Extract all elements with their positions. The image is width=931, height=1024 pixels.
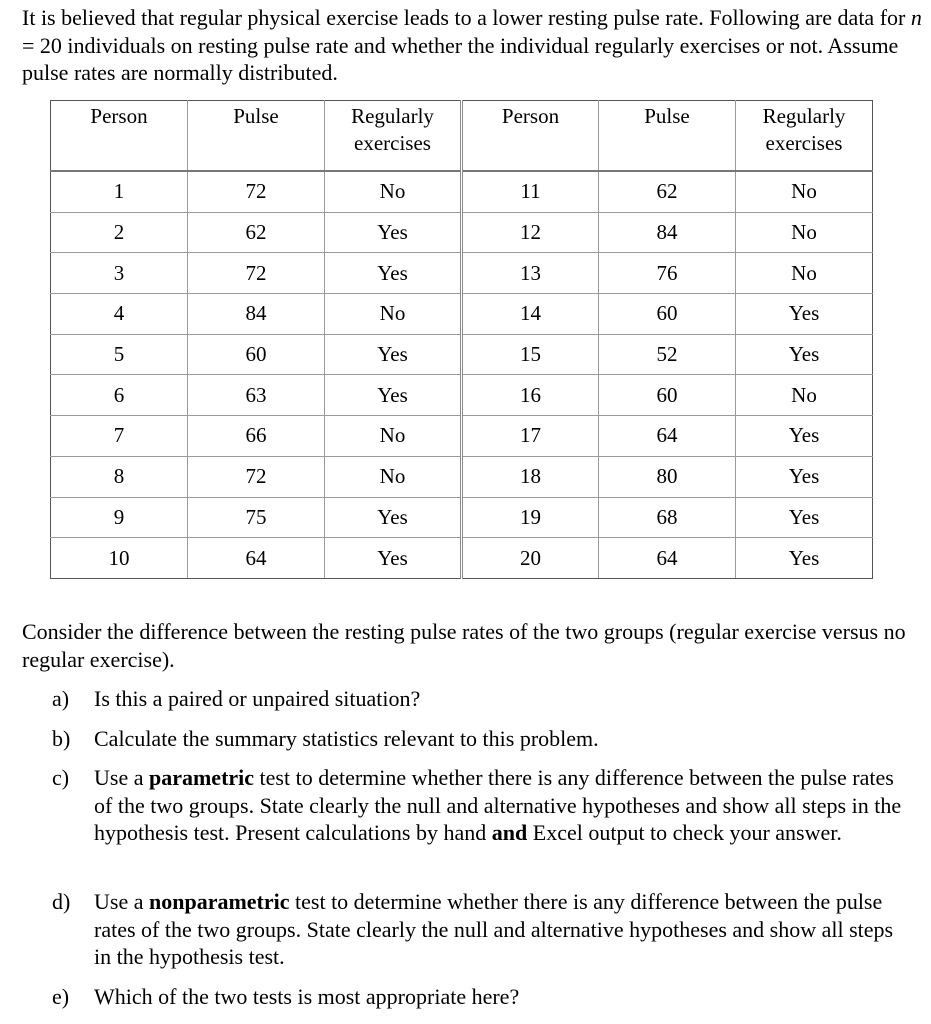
person-cell: 6 [51, 375, 188, 416]
person-cell: 19 [462, 497, 599, 538]
person-cell: 11 [462, 171, 599, 212]
question-c-text-1: Use a [94, 765, 149, 790]
person-cell: 8 [51, 456, 188, 497]
question-c-text-3: Excel output to check your answer. [527, 820, 842, 845]
question-a-label: a) [52, 686, 70, 711]
pulse-cell: 60 [188, 334, 325, 375]
pulse-cell: 72 [188, 456, 325, 497]
person-cell: 1 [51, 171, 188, 212]
person-cell: 7 [51, 416, 188, 457]
pulse-cell: 72 [188, 253, 325, 294]
exercise-cell: Yes [736, 416, 873, 457]
exercise-cell: Yes [736, 294, 873, 335]
table-header-row [51, 101, 873, 172]
table-row [51, 171, 873, 212]
pulse-cell: 64 [599, 416, 736, 457]
exercise-cell: Yes [325, 212, 462, 253]
exercise-cell: No [325, 416, 462, 457]
question-b-label: b) [52, 726, 71, 751]
intro-text-2: = 20 individuals on resting pulse rate and whether the individual regularly exercises or not. Assume pulse rates are normally distributed. [22, 32, 899, 85]
n-symbol: n [910, 5, 922, 30]
question-e-text: Which of the two tests is most appropriate here? [94, 984, 520, 1009]
header-person-1: Person [51, 101, 188, 172]
person-cell: 13 [462, 253, 599, 294]
pulse-cell: 66 [188, 416, 325, 457]
person-cell: 14 [462, 294, 599, 335]
pulse-cell: 62 [599, 171, 736, 212]
table-row [51, 538, 873, 579]
header-exercises: exercises [354, 131, 431, 155]
person-cell: 18 [462, 456, 599, 497]
person-cell: 10 [51, 538, 188, 579]
question-c-label: c) [52, 765, 70, 790]
person-cell: 20 [462, 538, 599, 579]
person-cell: 2 [51, 212, 188, 253]
question-b-text: Calculate the summary statistics relevant to this problem. [94, 726, 599, 751]
and-emphasis: and [491, 820, 528, 845]
person-cell: 3 [51, 253, 188, 294]
pulse-cell: 52 [599, 334, 736, 375]
question-b [52, 725, 912, 753]
header-person-2: Person [462, 101, 599, 172]
person-cell: 16 [462, 375, 599, 416]
person-cell: 4 [51, 294, 188, 335]
person-cell: 9 [51, 497, 188, 538]
pulse-cell: 64 [599, 538, 736, 579]
intro-text-1: It is believed that regular physical exercise leads to a lower resting pulse rate. Following are data for [22, 5, 911, 30]
header-exercises: exercises [765, 131, 843, 155]
exercise-cell: Yes [325, 334, 462, 375]
exercise-cell: No [736, 375, 873, 416]
question-a [52, 685, 912, 713]
person-cell: 17 [462, 416, 599, 457]
question-c [52, 764, 912, 847]
question-d-text [94, 888, 912, 971]
table-row [51, 456, 873, 497]
table-row [51, 253, 873, 294]
exercise-cell: Yes [736, 334, 873, 375]
question-a-text: Is this a paired or unpaired situation? [94, 686, 421, 711]
pulse-cell: 84 [188, 294, 325, 335]
question-d [52, 888, 912, 971]
exercise-cell: No [325, 171, 462, 212]
exercise-cell: Yes [325, 538, 462, 579]
question-d-label: d) [52, 889, 71, 914]
exercise-cell: Yes [325, 375, 462, 416]
pulse-cell: 80 [599, 456, 736, 497]
pulse-cell: 68 [599, 497, 736, 538]
parametric-emphasis: parametric [148, 765, 255, 790]
pulse-cell: 76 [599, 253, 736, 294]
question-e-label: e) [52, 984, 70, 1009]
exercise-cell: No [736, 212, 873, 253]
question-d-text-2: test to determine whether there is any difference between the pulse rates of the two groups. State clearly the null and alternative hypotheses and show all steps in the hypothesis test. [94, 889, 894, 969]
exercise-cell: No [325, 294, 462, 335]
exercise-cell: No [736, 171, 873, 212]
table-row [51, 334, 873, 375]
header-pulse-2: Pulse [599, 101, 736, 172]
exercise-cell: Yes [325, 497, 462, 538]
person-cell: 12 [462, 212, 599, 253]
header-regularly: Regularly [351, 104, 434, 128]
pulse-cell: 63 [188, 375, 325, 416]
pulse-cell: 60 [599, 375, 736, 416]
question-c-text-2: test to determine whether there is any difference between the pulse rates of the two groups. State clearly the null and alternative hypotheses and show all steps in the hypothesis test. Present calculations by hand [94, 765, 902, 845]
pulse-cell: 72 [188, 171, 325, 212]
header-regularly-exercises-2 [736, 101, 873, 172]
exercise-cell: Yes [325, 253, 462, 294]
exercise-cell: Yes [736, 538, 873, 579]
pulse-cell: 84 [599, 212, 736, 253]
header-pulse-1: Pulse [188, 101, 325, 172]
exercise-cell: No [736, 253, 873, 294]
question-c-text [94, 764, 912, 847]
person-cell: 5 [51, 334, 188, 375]
exercise-cell: Yes [736, 456, 873, 497]
table-row [51, 294, 873, 335]
nonparametric-emphasis: nonparametric [148, 889, 290, 914]
question-d-text-1: Use a [94, 889, 149, 914]
pulse-data-table [50, 100, 873, 579]
pulse-cell: 64 [188, 538, 325, 579]
pulse-cell: 75 [188, 497, 325, 538]
header-regularly: Regularly [762, 104, 846, 128]
table-row [51, 375, 873, 416]
table-row [51, 212, 873, 253]
header-regularly-exercises-1 [325, 101, 462, 172]
pulse-cell: 62 [188, 212, 325, 253]
pulse-cell: 60 [599, 294, 736, 335]
table-row [51, 497, 873, 538]
exercise-cell: No [325, 456, 462, 497]
exercise-cell: Yes [736, 497, 873, 538]
question-e [52, 983, 912, 1011]
intro-paragraph [22, 4, 922, 87]
person-cell: 15 [462, 334, 599, 375]
table-row [51, 416, 873, 457]
context-paragraph: Consider the difference between the resting pulse rates of the two groups (regular exercise versus no regular exercise). [22, 619, 906, 672]
